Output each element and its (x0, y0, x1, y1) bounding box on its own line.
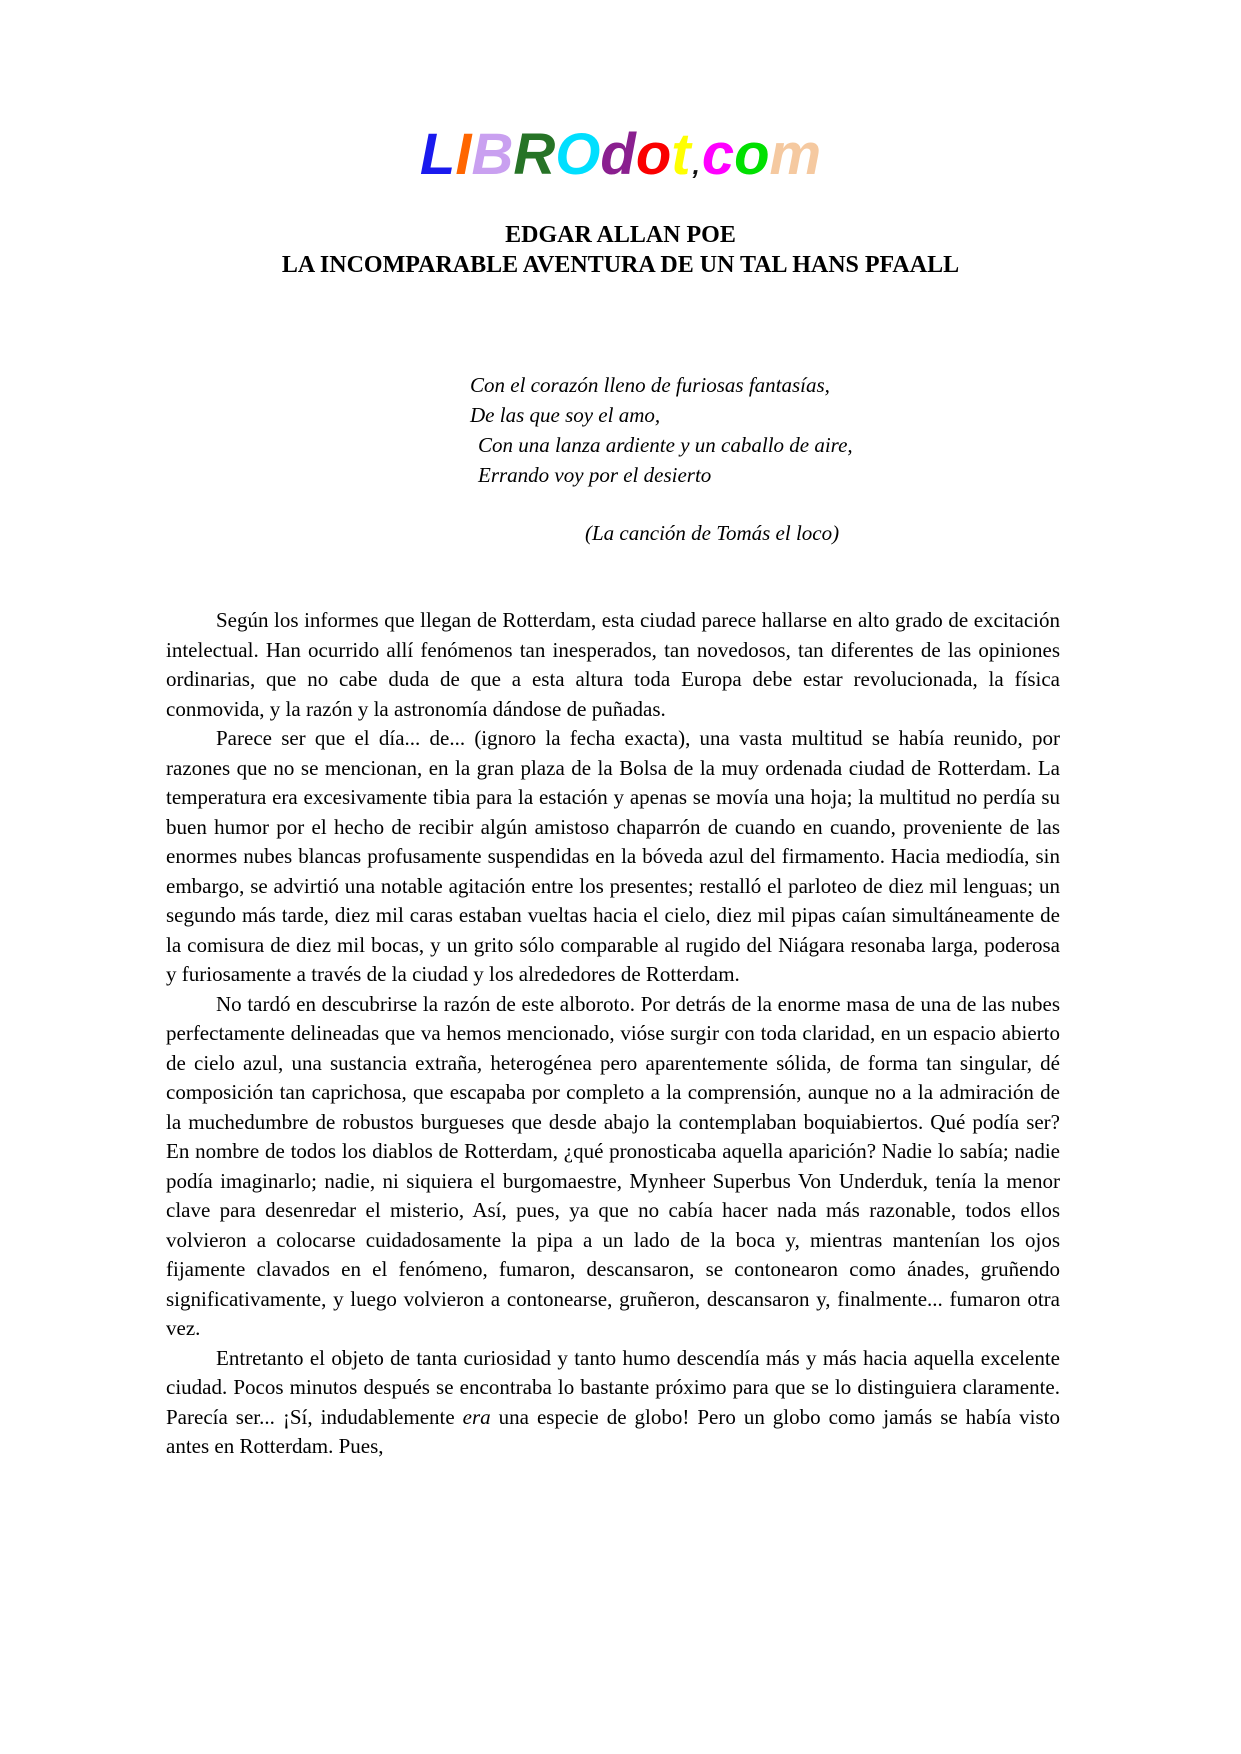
logo-letter: c (701, 122, 735, 187)
logo-letter: m (769, 122, 822, 187)
logo-dot-letter: , (692, 150, 700, 180)
story-body (166, 606, 1060, 1462)
story-paragraph (166, 1344, 1060, 1462)
epigraph-line: Con una lanza ardiente y un caballo de aire, (478, 433, 853, 457)
logo-letter: d (600, 122, 636, 187)
epigraph (470, 370, 1241, 490)
epigraph-line: Errando voy por el desierto (478, 463, 712, 487)
story-text-emphasis: era (462, 1404, 491, 1429)
logo-letter: R (513, 122, 556, 187)
epigraph-line: Con el corazón lleno de furiosas fantasías, (470, 373, 830, 397)
story-paragraph: Según los informes que llegan de Rotterdam, esta ciudad parece hallarse en alto grado de excitación intelectual. Han ocurrido allí fenómenos tan inesperados, tan novedosos, tan diferentes de las opiniones ordinarias, que no cabe duda de que a esta altura toda Europa debe estar revolucionada, la física conmovida, y la razón y la astronomía dándose de puñadas. (166, 608, 1060, 721)
logo-letter: o (734, 122, 770, 187)
logo-letter: t (671, 122, 691, 187)
epigraph-line: De las que soy el amo, (470, 403, 661, 427)
story-paragraph: Parece ser que el día... de... (ignoro la fecha exacta), una vasta multitud se había reunido, por razones que no se mencionan, en la gran plaza de la Bolsa de la muy ordenada ciudad de Rotterdam. La temperatura era excesivamente tibia para la estación y apenas se movía una hoja; la multitud no perdía su buen humor por el hecho de recibir algún amistoso chaparrón de cuando en cuando, proveniente de las enormes nubes blancas profusamente suspendidas en la bóveda azul del firmamento. Hacia mediodía, sin embargo, se advirtió una notable agitación entre los presentes; restalló el parloteo de diez mil lenguas; un segundo más tarde, diez mil caras estaban vueltas hacia el cielo, diez mil pipas caían simultáneamente de la comisura de diez mil bocas, y un grito sólo comparable al rugido del Niágara resonaba larga, poderosa y furiosamente a través de la ciudad y los alrededores de Rotterdam. (166, 726, 1060, 986)
story-paragraph: No tardó en descubrirse la razón de este alboroto. Por detrás de la enorme masa de una de las nubes perfectamente delineadas que va hemos mencionado, vióse surgir con toda claridad, en un espacio abierto de cielo azul, una sustancia extraña, heterogénea pero aparentemente sólida, de forma tan singular, dé composición tan caprichosa, que escapaba por completo a la comprensión, aunque no a la admiración de la muchedumbre de robustos burgueses que desde abajo la contemplaban boquiabiertos. Qué podía ser? En nombre de todos los diablos de Rotterdam, ¿qué pronosticaba aquella aparición? Nadie lo sabía; nadie podía imaginarlo; nadie, ni siquiera el burgomaestre, Mynheer Superbus Von Underduk, tenía la menor clave para desenredar el misterio, Así, pues, ya que no cabía hacer nada más razonable, todos ellos volvieron a colocarse cuidadosamente la pipa a un lado de la boca y, mientras mantenían los ojos fijamente clavados en el fenómeno, fumaron, descansaron, se contonearon como ánades, gruñendo significativamente, y luego volvieron a contonearse, gruñeron, descansaron y, finalmente... fumaron otra vez. (166, 991, 1060, 1340)
story-text: Entretanto el objeto de tanta curiosidad y tanto humo descendía más y más hacia aquella excelente ciudad. Pocos minutos después se encontraba lo bastante próximo para que se lo distinguiera claramente. Parecía ser... ¡Sí, indudablemente (166, 1345, 1060, 1429)
story-text: una especie de globo! Pero un globo como jamás se había visto antes en Rotterdam. Pues, (166, 1404, 1060, 1458)
logo-letter: O (555, 122, 601, 187)
logo-letter: B (471, 122, 514, 187)
logo-letter: I (455, 122, 472, 187)
site-logo (0, 0, 1241, 187)
logo-letter: L (419, 122, 456, 187)
author-heading: EDGAR ALLAN POE (505, 222, 736, 248)
epigraph-attribution: (La canción de Tomás el loco) (585, 521, 840, 545)
logo-letter: o (635, 122, 672, 187)
story-title-heading: LA INCOMPARABLE AVENTURA DE UN TAL HANS PFAALL (281, 252, 960, 278)
